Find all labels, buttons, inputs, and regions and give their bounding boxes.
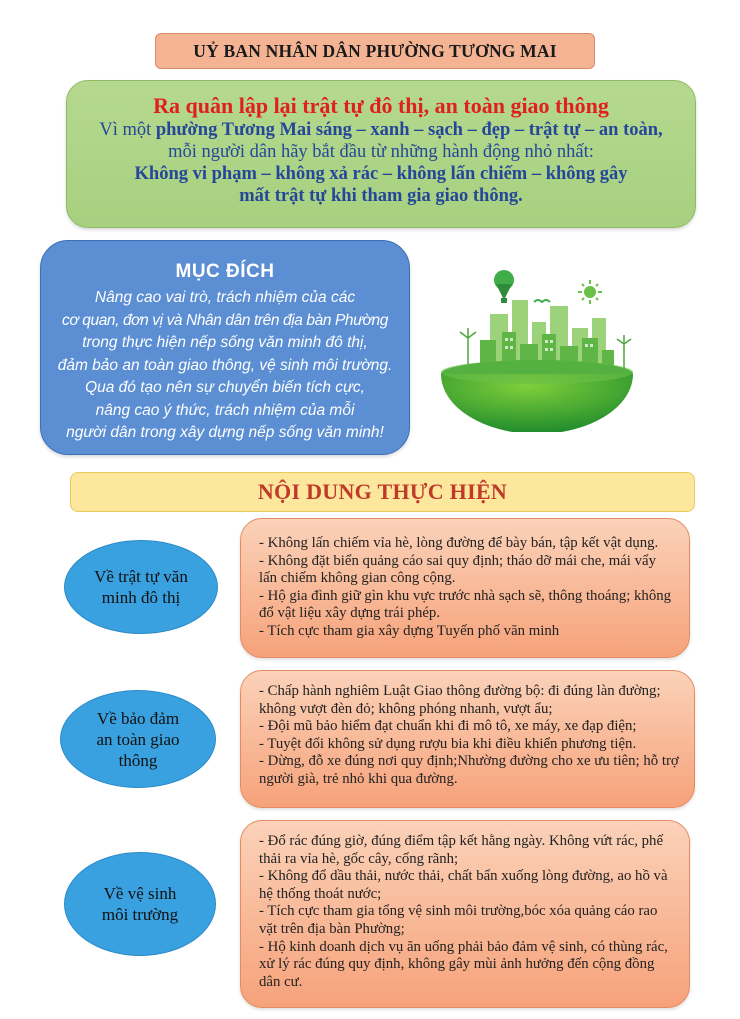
list-item: - Dừng, đỗ xe đúng nơi quy định;Nhường đường cho xe ưu tiên; hỗ trợ người già, trẻ nhỏ khi qua đường. [259, 753, 679, 787]
purpose-line: cơ quan, đơn vị và Nhân dân trên địa bàn Phường [62, 311, 388, 329]
purpose-line: người dân trong xây dựng nếp sống văn minh! [66, 424, 384, 441]
topic-label-line: thông [118, 750, 158, 770]
topic-content-environment [240, 820, 690, 1008]
banner-line-1-prefix: Vì một [99, 120, 156, 140]
topic-label-line: Về bảo đảm [96, 708, 180, 728]
banner-line-2: mỗi người dân hãy bắt đầu từ những hành động nhỏ nhất: [168, 142, 594, 162]
section-title: NỘI DUNG THỰC HIỆN [70, 472, 695, 512]
topic-label-line: minh đô thị [101, 588, 181, 607]
slogan-banner [66, 80, 696, 228]
purpose-line: đảm bảo an toàn giao thông, vệ sinh môi trường. [57, 356, 393, 374]
list-item: - Không lấn chiếm vỉa hè, lòng đường để bày bán, tập kết vật dụng. [259, 535, 659, 551]
header-title: UỶ BAN NHÂN DÂN PHƯỜNG TƯƠNG MAI [155, 33, 595, 69]
list-item: - Hộ gia đình giữ gìn khu vực trước nhà sạch sẽ, thông thoáng; không đổ vật liệu xây dựng trái phép. [259, 587, 672, 622]
topic-circle-traffic-safety [60, 690, 216, 788]
purpose-line: nâng cao ý thức, trách nhiệm của mỗi [95, 401, 355, 419]
topic-label-line: Về trật tự văn [94, 567, 188, 586]
topic-content-urban-order [240, 518, 690, 658]
purpose-box [40, 240, 410, 455]
purpose-line: Nâng cao vai trò, trách nhiệm của các [94, 289, 356, 306]
purpose-title: MỤC ĐÍCH [175, 261, 275, 282]
topic-circle-environment [64, 852, 216, 956]
purpose-line: trong thực hiện nếp sống văn minh đô thị, [82, 334, 368, 351]
topic-label-line: Về vệ sinh [103, 884, 177, 903]
topic-circle-urban-order [64, 540, 218, 634]
list-item: - Tích cực tham gia xây dựng Tuyến phố văn minh [259, 622, 560, 639]
topic-content-traffic-safety [240, 670, 695, 808]
topic-label-line: an toàn giao [96, 729, 180, 749]
banner-line-4: mất trật tự khi tham gia giao thông. [239, 186, 523, 206]
banner-line-3: Không vi phạm – không xả rác – không lấn chiếm – không gây [134, 164, 628, 184]
banner-line-1 [67, 119, 695, 141]
list-item: - Tích cực tham gia tổng vệ sinh môi trường,bóc xóa quảng cáo rao vặt trên địa bàn Phường; [259, 903, 658, 937]
banner-title: Ra quân lập lại trật tự đô thị, an toàn giao thông [153, 93, 609, 118]
list-item: - Không đổ dầu thải, nước thải, chất bẩn xuống lòng đường, ao hồ và hệ thống thoát nước; [259, 868, 668, 902]
list-item: - Tuyệt đối không sử dụng rượu bia khi điều khiển phương tiện. [259, 735, 637, 752]
green-city-globe-icon [432, 262, 642, 432]
purpose-line: Qua đó tạo nên sự chuyển biến tích cực, [85, 379, 365, 396]
list-item: - Đổ rác đúng giờ, đúng điểm tập kết hằng ngày. Không vứt rác, phế thải ra vỉa hè, gốc cây, cống rãnh; [259, 833, 664, 867]
list-item: - Chấp hành nghiêm Luật Giao thông đường bộ: đi đúng làn đường; không vượt đèn đỏ; không phóng nhanh, vượt ẩu; [259, 683, 661, 717]
list-item: - Không đặt biển quảng cáo sai quy định; tháo dỡ mái che, mái vẩy lấn chiếm không gian công cộng. [259, 552, 656, 587]
list-item: - Hộ kinh doanh dịch vụ ăn uống phải bảo đảm vệ sinh, có thùng rác, xử lý rác đúng quy định, không gây mùi ảnh hưởng đến cộng đồng dân cư. [259, 938, 668, 990]
list-item: - Đội mũ bảo hiểm đạt chuẩn khi đi mô tô, xe máy, xe đạp điện; [259, 718, 637, 735]
banner-line-1-bold: phường Tương Mai sáng – xanh – sạch – đẹp – trật tự – an toàn, [155, 120, 663, 140]
topic-label-line: môi trường [101, 905, 179, 924]
